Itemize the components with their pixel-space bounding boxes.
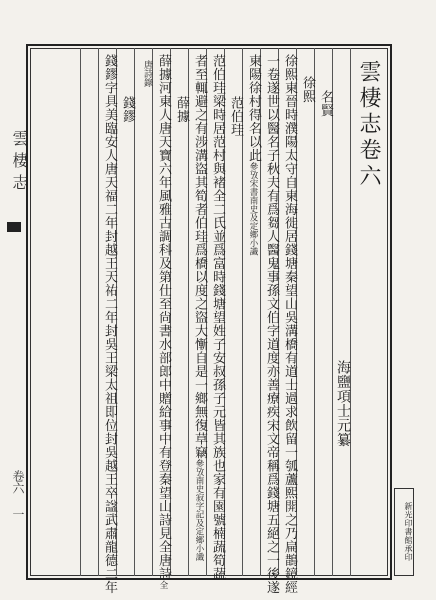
source-note: 全 <box>158 580 168 589</box>
text-column-main: 薛據河東人唐天寶六年風雅古調科及第仕至尙書水部郎中贈給事中有登秦望山詩見全唐詩 <box>156 54 171 581</box>
column-rule <box>152 48 153 576</box>
column-rule <box>98 48 99 576</box>
inner-frame <box>30 48 388 576</box>
entry-heading-xu-xi: 徐熙 <box>300 76 315 103</box>
chapter-title: 雲棲志卷六 <box>356 60 381 190</box>
column-rule <box>332 48 333 576</box>
column-rule <box>314 48 315 576</box>
text-column-main: 者至輒避之有涉溝盜其筍者伯珪爲橋以度之盜大慚自是一鄉無復草竊 <box>192 54 207 459</box>
entry-heading-qian-liu: 錢鏐 <box>120 96 135 123</box>
fishtail-mark <box>7 222 21 232</box>
margin-book-title: 雲棲志 <box>10 130 29 196</box>
text-column: 錢鏐字具美臨安人唐天福二年封越王天祐二年封吳王梁太祖即位封吳越王卒諡武肅龍德二年 <box>102 54 117 594</box>
text-column: 徐熙東晉時濮陽太守自東海徙居錢塘秦望山吳溝橋有道士過求飲留一瓠蘆熙開之乃扁鵲鏡經 <box>282 54 297 594</box>
section-heading: 名賢 <box>318 90 333 117</box>
publisher-stamp: 新光印書館承印 <box>394 488 414 576</box>
column-rule <box>134 48 135 576</box>
source-note: 參攷南史寂字記及定鄉小識 <box>194 459 204 561</box>
column-rule <box>350 48 351 576</box>
text-column <box>246 54 260 256</box>
source-note: 參攷宋書南史及定鄉小識 <box>248 162 258 256</box>
text-column <box>156 54 170 589</box>
entry-heading-xue-ju: 薛據 <box>174 96 189 123</box>
column-rule <box>80 48 81 576</box>
margin-page-number: 卷六 一 <box>11 470 25 520</box>
source-note: 唐詩錄 <box>142 60 152 87</box>
text-column: 范伯珪梁時居范村與褚全二氏並爲富時錢塘望姓子安叔孫子元皆其族也家有園號楠蔬筍蔬 <box>210 54 225 581</box>
column-rule <box>188 48 189 576</box>
entry-heading-fan-bogui: 范伯珪 <box>228 96 243 137</box>
compiler-line: 海鹽項士元纂 <box>335 360 351 447</box>
text-column: 一卷遂世以醫名子秋夫有爲芻人醫鬼事孫文伯字道度亦善療疾宋文帝稱爲錢塘五絕之一後遂 <box>264 54 279 594</box>
text-column <box>192 54 206 561</box>
text-column-main: 東陽徐村得名以此 <box>246 54 261 162</box>
